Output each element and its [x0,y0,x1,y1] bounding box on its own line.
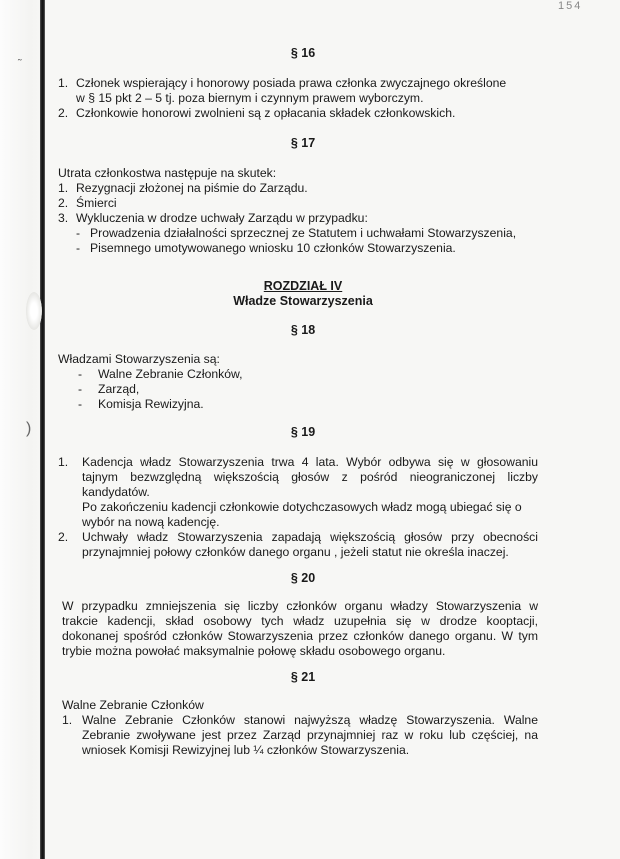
paragraph-text: trakcie kadencji, skład osobowy tych władz uzupełnia się w drodze kooptacji, [62,614,538,628]
dash-bullet: - [76,226,81,240]
list-item-text: Zarząd, [98,382,140,396]
paragraph-text: Utrata członkostwa następuje na skutek: [58,166,277,180]
dash-bullet: - [76,241,81,255]
punch-hole-mark [26,292,42,330]
list-item-text: w § 15 pkt 2 – 5 tj. poza biernym i czynnym prawem wyborczym. [76,91,424,105]
list-item-text: Śmierci [76,196,117,210]
section-heading: § 18 [290,323,316,337]
list-item-text: Walne Zebranie Członków stanowi najwyższą władzę Stowarzyszenia. Walne [82,713,538,727]
list-item-text: Po zakończeniu kadencji członkowie dotychczasowych władz mogą ubiegać się o [82,500,522,514]
sub-list-item-text: Pisemnego umotywowanego wniosku 10 członków Stowarzyszenia. [90,241,456,255]
paragraph-text: dokonanej spośród członków Stowarzyszenia przez członków danego organu. W tym [62,629,538,643]
binding-edge [40,0,45,859]
list-item-text: Członek wspierający i honorowy posiada prawa członka zwyczajnego określone [76,76,507,90]
paragraph-text: Walne Zebranie Członków [62,698,204,712]
list-number: 2. [58,196,69,210]
list-item-text: wniosek Komisji Rewizyjnej lub ¼ członków Stowarzyszenia. [82,743,410,757]
section-heading: § 21 [290,670,316,684]
list-number: 2. [58,530,69,544]
section-heading: § 19 [290,425,316,439]
list-item-text: Zebranie zwoływane jest przez Zarząd przynajmniej raz w roku lub częściej, na [82,728,538,742]
list-item-text: Walne Zebranie Członków, [98,367,243,381]
list-item-text: Uchwały władz Stowarzyszenia zapadają większością głosów przy obecności [82,530,538,544]
list-item-text: Kadencja władz Stowarzyszenia trwa 4 lata. Wybór odbywa się w głosowaniu [82,455,538,469]
edge-mark: ˜ [18,58,22,70]
list-number: 1. [62,713,73,727]
list-item-text: Komisja Rewizyjna. [98,397,204,411]
list-item-text: tajnym bezwzględną większością głosów z pośród nieograniczonej liczby [82,470,538,484]
list-item-text: wybór na nową kadencję. [82,515,220,529]
paragraph-text: W przypadku zmniejszenia się liczby członków organu władzy Stowarzyszenia w [62,599,538,613]
paragraph-text: Władzami Stowarzyszenia są: [58,352,220,366]
scan-margin [0,0,44,859]
sub-list-item-text: Prowadzenia działalności sprzecznej ze Statutem i uchwałami Stowarzyszenia, [90,226,517,240]
dash-bullet: - [78,397,83,411]
list-number: 2. [58,106,69,120]
list-item-text: kandydatów. [82,485,150,499]
list-item-text: Wykluczenia w drodze uchwały Zarządu w przypadku: [76,211,368,225]
list-number: 3. [58,211,69,225]
paragraph-text: trybie można powołać maksymalnie połowę składu osobowego organu. [62,644,446,658]
dash-bullet: - [78,382,83,396]
list-item-text: przynajmniej połowy członków danego organu , jeżeli statut nie określa inaczej. [82,545,509,559]
list-number: 1. [58,181,69,195]
page-number: 154 [558,0,583,12]
list-item-text: Rezygnacji złożonej na piśmie do Zarządu. [76,181,308,195]
chapter-number: ROZDZIAŁ IV [263,279,343,293]
edge-mark: ) [26,420,32,437]
list-item-text: Członkowie honorowi zwolnieni są z opłacania składek członkowskich. [76,106,456,120]
dash-bullet: - [78,367,83,381]
chapter-title: Władze Stowarzyszenia [233,294,373,308]
list-number: 1. [58,76,69,90]
section-heading: § 20 [290,571,316,585]
section-heading: § 17 [290,136,316,150]
section-heading: § 16 [290,46,316,60]
list-number: 1. [58,455,69,469]
